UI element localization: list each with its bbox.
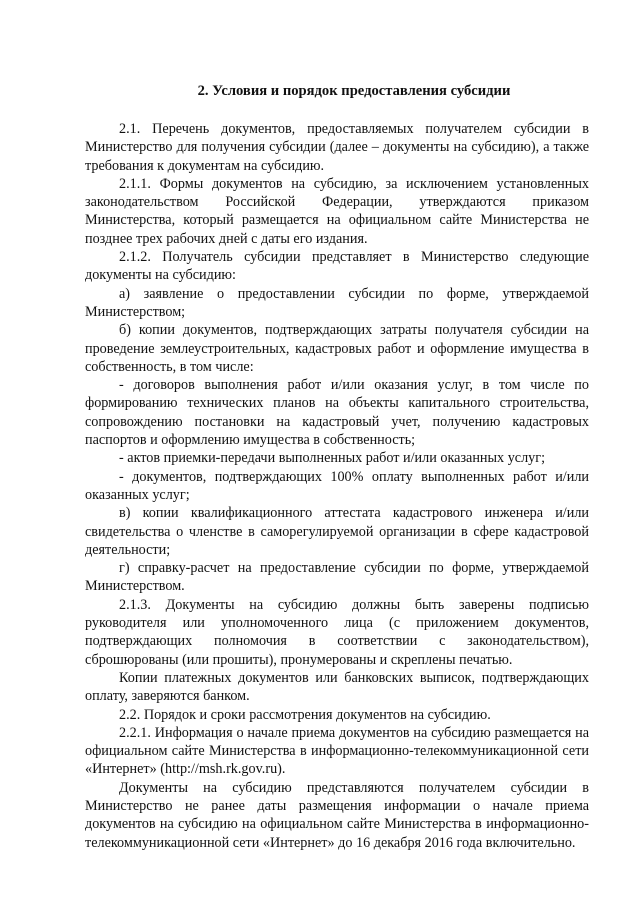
paragraph-contracts: - договоров выполнения работ и/или оказания услуг, в том числе по формированию технических планов на объекты капитального строительства, сопровождению постановки на кадастровый учет, получению кадастровых паспортов и оформлению имущества в собственность; (85, 377, 589, 449)
paragraph-item-a: а) заявление о предоставлении субсидии по форме, утверждаемой Министерством; (85, 285, 589, 320)
paragraph-acts: - актов приемки-передачи выполненных работ и/или оказанных услуг; (119, 450, 546, 467)
paragraph-2-2-1: 2.2.1. Информация о начале приема документов на субсидию размещается на официальном сайте Министерства в информационно-телекоммуникационной сети «Интернет» (http://msh.rk.gov.ru). (85, 724, 589, 778)
paragraph-item-b: б) копии документов, подтверждающих затраты получателя субсидии на проведение землеустроительных, кадастровых работ и оформление имущества в собственность, в том числе: (85, 322, 589, 375)
paragraph-2-1-2: 2.1.2. Получатель субсидии представляет в Министерство следующие документы на субсидию: (85, 249, 589, 284)
paragraph-item-v: в) копии квалификационного аттестата кадастрового инженера и/или свидетельства о членстве в саморегулируемой организации в сфере кадастровой деятельности; (85, 505, 589, 558)
paragraph-2-1-3: 2.1.3. Документы на субсидию должны быть заверены подписью руководителя или уполномоченного лица (с приложением документов, подтверждающих полномочия в соответствии с законодательством), сброшюрованы (или прошиты), пронумерованы и скреплены печатью. (85, 596, 589, 668)
paragraph-item-g: г) справку-расчет на предоставление субсидии по форме, утверждаемой Министерством. (85, 560, 589, 595)
paragraph-payment-docs: - документов, подтверждающих 100% оплату выполненных работ и/или оказанных услуг; (85, 468, 589, 503)
paragraph-copies: Копии платежных документов или банковских выписок, подтверждающих оплату, заверяются банком. (85, 669, 589, 705)
paragraph-2-1-1: 2.1.1. Формы документов на субсидию, за исключением установленных законодательством Российской Федерации, утверждаются приказом Министерства, который размещается на официальном сайте Министерства не позднее трех рабочих дней с даты его издания. (85, 175, 589, 247)
section-heading: 2. Условия и порядок предоставления субсидии (197, 83, 511, 99)
paragraph-2-2: 2.2. Порядок и сроки рассмотрения документов на субсидию. (119, 706, 491, 723)
paragraph-2-1: 2.1. Перечень документов, предоставляемых получателем субсидии в Министерство для получения субсидии (далее – документы на субсидию), а также требования к документам на субсидию. (85, 121, 589, 174)
paragraph-submission: Документы на субсидию представляются получателем субсидии в Министерство не ранее даты размещения информации о начале приема документов на субсидию на официальном сайте Министерства в информационно-телекоммуникационной сети «Интернет» до 16 декабря 2016 года включительно. (85, 779, 589, 851)
document-body (85, 120, 589, 852)
